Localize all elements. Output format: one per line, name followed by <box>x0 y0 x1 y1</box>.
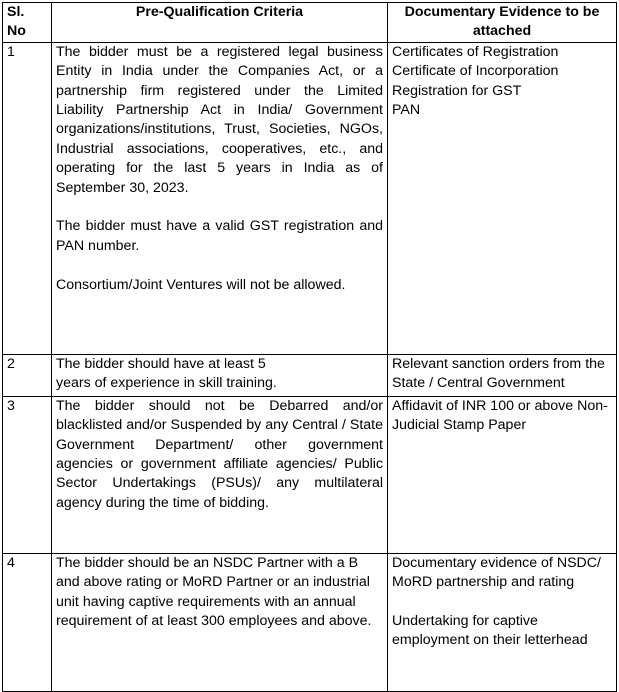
table-row <box>3 553 617 691</box>
header-sl-no-line-1: Sl. <box>7 4 25 20</box>
evidence-cell <box>388 553 617 691</box>
header-sl-no <box>3 3 52 43</box>
row-sl-number: 2 <box>3 354 52 396</box>
criteria-text: The bidder should be an NSDC Partner with a B and above rating or MoRD Partner or an industrial unit having captive requirements with an annual requirement of at least 300 employees and above. <box>56 554 372 630</box>
criteria-cell <box>52 354 388 396</box>
pre-qualification-table <box>2 2 617 692</box>
row-sl-number: 3 <box>3 396 52 553</box>
criteria-text: Consortium/Joint Ventures will not be allowed. <box>56 276 346 293</box>
header-criteria: Pre-Qualification Criteria <box>52 3 388 43</box>
evidence-cell <box>388 396 617 553</box>
header-row <box>3 3 617 43</box>
criteria-cell <box>52 42 388 354</box>
criteria-text: The bidder must be a registered legal business Entity in India under the Companies Act, or a partnership firm registered under the Limited Liability Partnership Act in India/ Government organizations/institutions, Trust, Societies, NGOs, Industrial associations, cooperatives, etc., and operating for the last 5 years in India as of September 30, 2023. <box>56 43 383 196</box>
evidence-text: Relevant sanction orders from the State / Central Government <box>392 355 605 392</box>
evidence-cell <box>388 42 617 354</box>
criteria-text: The bidder should have at least 5 <box>56 355 266 372</box>
criteria-text: years of experience in skill training. <box>56 375 277 392</box>
evidence-text: Documentary evidence of NSDC/ MoRD partnership and rating <box>392 554 601 591</box>
table-row <box>3 42 617 354</box>
criteria-cell <box>52 553 388 691</box>
row-sl-number: 4 <box>3 553 52 691</box>
evidence-text: Certificates of Registration <box>392 43 559 60</box>
table-row <box>3 396 617 553</box>
table-row <box>3 354 617 396</box>
evidence-text: Undertaking for captive employment on their letterhead <box>392 613 588 649</box>
header-sl-no-line-2: No <box>7 23 26 40</box>
evidence-text: Registration for GST <box>392 82 522 99</box>
evidence-text: Certificate of Incorporation <box>392 63 559 80</box>
criteria-text: The bidder should not be Debarred and/or blacklisted and/or Suspended by any Central / State Government Department/ other government agencies or government affiliate agencies/ Public Sector Undertakings (PSUs)/ any multilateral agency during the time of bidding. <box>56 397 383 511</box>
evidence-cell <box>388 354 617 396</box>
evidence-text: PAN <box>392 102 421 119</box>
evidence-text: Affidavit of INR 100 or above Non-Judicial Stamp Paper <box>392 397 608 434</box>
criteria-text: The bidder must have a valid GST registration and PAN number. <box>56 218 383 254</box>
header-evidence: Documentary Evidence to be attached <box>388 3 617 43</box>
row-sl-number: 1 <box>3 42 52 354</box>
criteria-cell <box>52 396 388 553</box>
